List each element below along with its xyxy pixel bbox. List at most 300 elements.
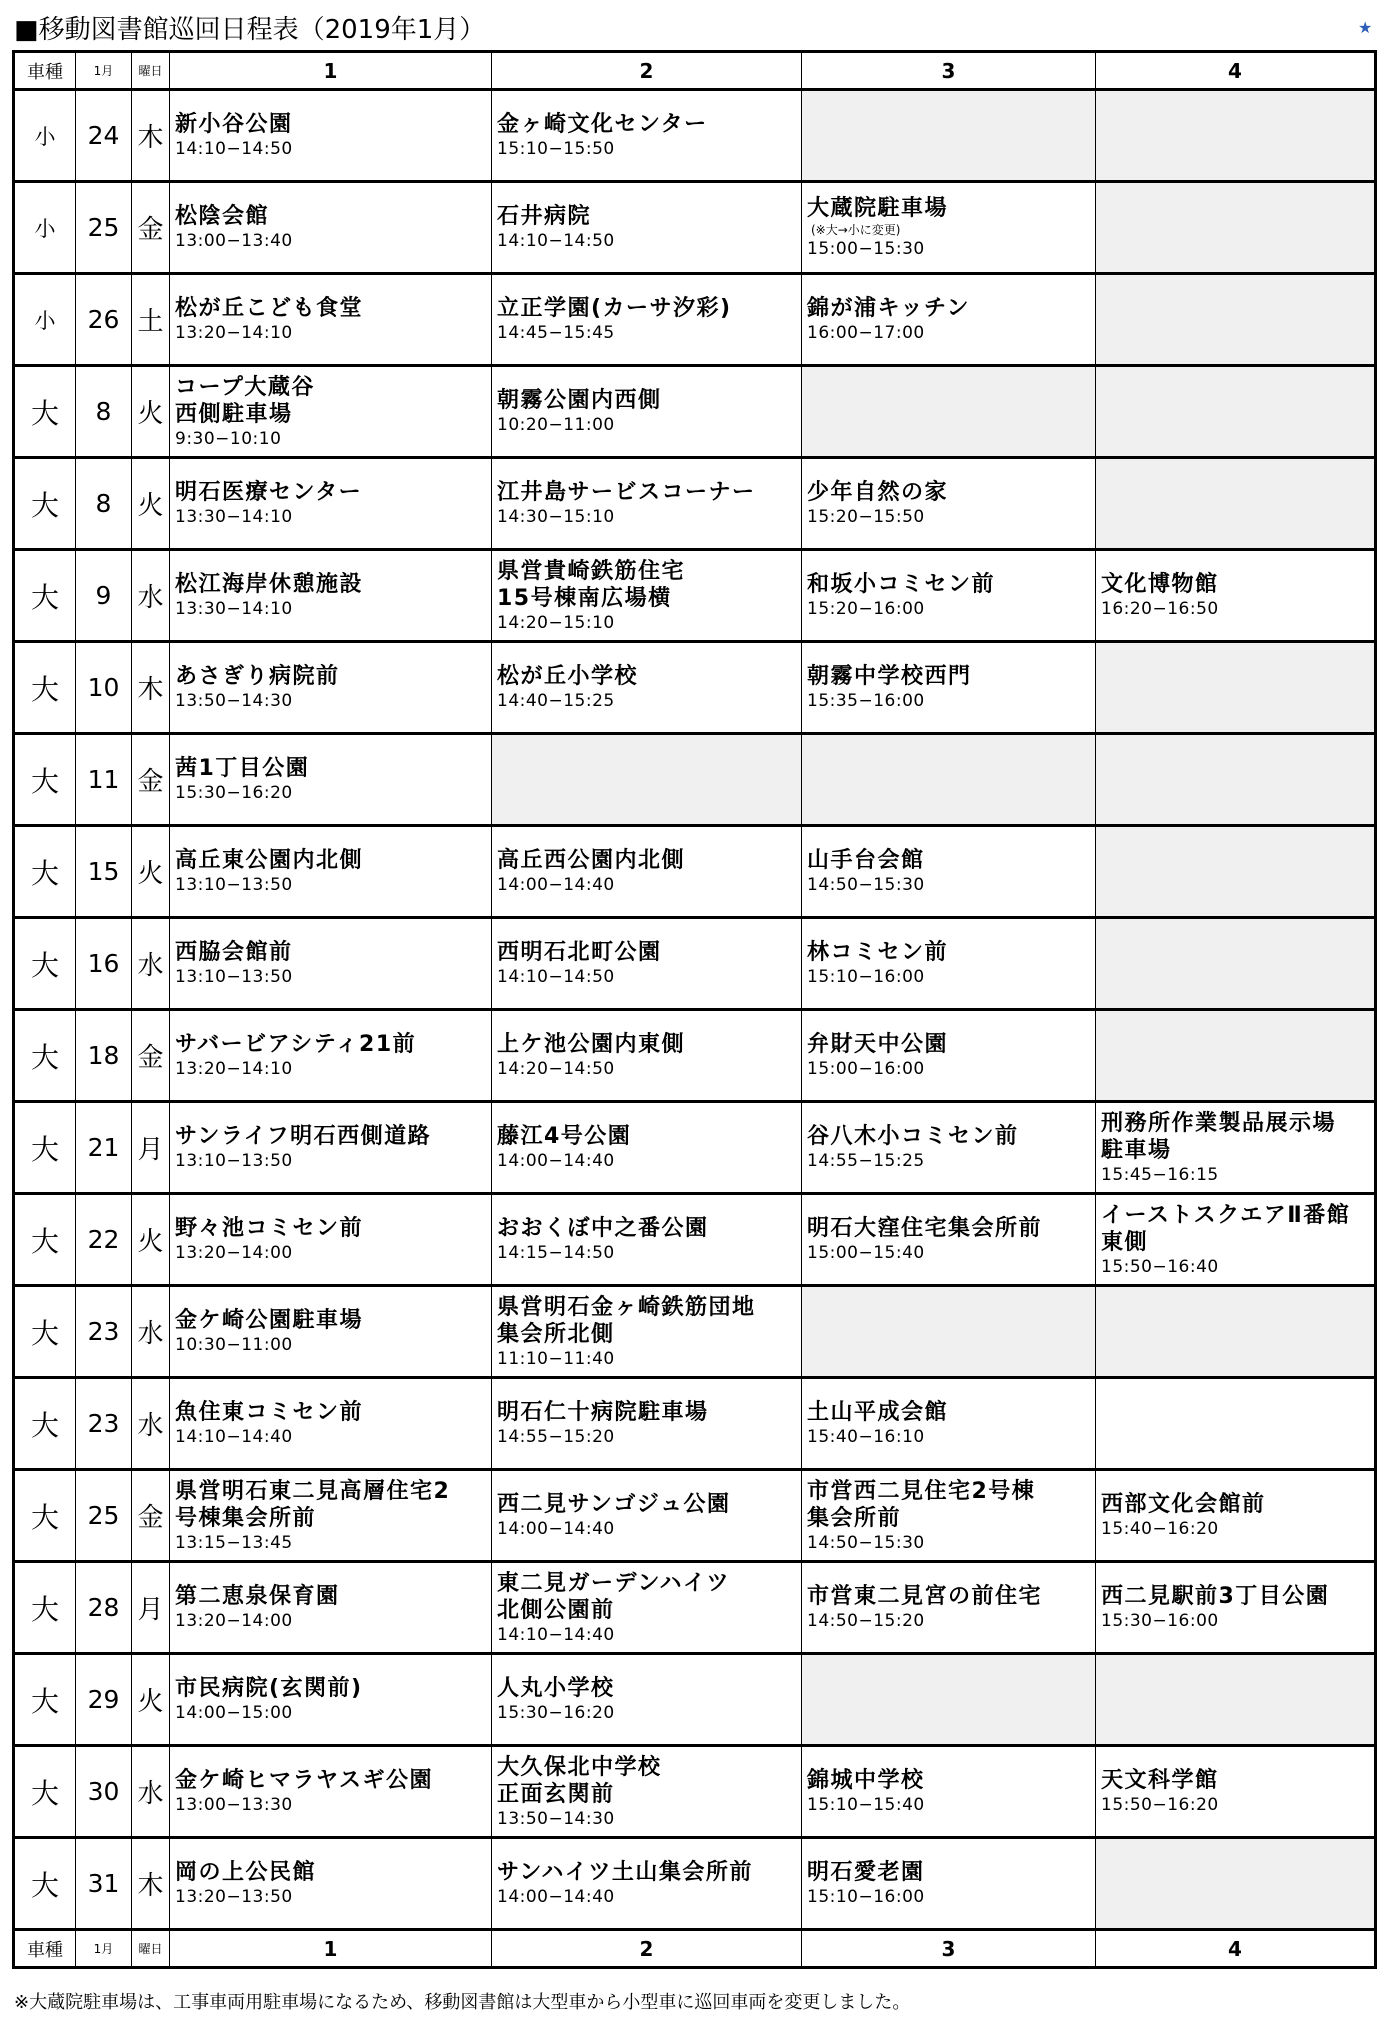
day-number: 29 (76, 1654, 132, 1746)
weekday: 水 (132, 918, 170, 1010)
vehicle-type: 大 (14, 918, 76, 1010)
stop-name: 西部文化会館前 (1101, 1492, 1266, 1517)
table-row (14, 274, 1376, 366)
vehicle-type: 大 (14, 734, 76, 826)
weekday: 月 (132, 1102, 170, 1194)
day-number: 24 (76, 90, 132, 182)
stop-cell-2 (492, 182, 802, 274)
weekday: 火 (132, 1654, 170, 1746)
day-number: 25 (76, 1470, 132, 1562)
stop-cell-2 (492, 826, 802, 918)
stop-time: 15:00−15:30 (807, 239, 925, 259)
stop-cell-1 (170, 90, 492, 182)
footer-stop-4: 4 (1096, 1930, 1376, 1968)
stop-time: 15:00−16:00 (807, 1059, 925, 1079)
stop-name: 天文科学館 (1101, 1768, 1219, 1793)
stop-time: 13:50−14:30 (497, 1808, 615, 1829)
stop-name: サバービアシティ21前 (175, 1032, 417, 1057)
table-row (14, 918, 1376, 1010)
stop-name: 明石大窪住宅集会所前 (807, 1216, 1043, 1241)
stop-cell-1 (170, 1378, 492, 1470)
empty-cell (1096, 90, 1376, 182)
stop-name: 県営明石東二見高層住宅2 号棟集会所前 (175, 1478, 451, 1531)
weekday: 火 (132, 366, 170, 458)
day-number: 25 (76, 182, 132, 274)
stop-time: 13:20−13:50 (175, 1887, 293, 1907)
stop-time: 14:10−14:50 (497, 967, 615, 987)
stop-cell-1 (170, 1194, 492, 1286)
stop-time: 15:30−16:20 (175, 783, 293, 803)
vehicle-type: 大 (14, 1286, 76, 1378)
stop-cell-3 (802, 826, 1096, 918)
stop-cell-2 (492, 550, 802, 642)
day-number: 8 (76, 366, 132, 458)
stop-time: 13:20−14:10 (175, 323, 293, 343)
stop-cell-3 (802, 1838, 1096, 1930)
stop-cell-3 (802, 274, 1096, 366)
stop-cell-2 (492, 1194, 802, 1286)
vehicle-type: 小 (14, 90, 76, 182)
day-number: 31 (76, 1838, 132, 1930)
stop-cell-1 (170, 734, 492, 826)
stop-cell-4 (1096, 1102, 1376, 1194)
stop-name: 西二見サンゴジュ公園 (497, 1492, 731, 1517)
stop-name: 東二見ガーデンハイツ 北側公園前 (497, 1570, 731, 1623)
weekday: 金 (132, 1470, 170, 1562)
empty-cell (1096, 642, 1376, 734)
stop-time: 14:10−14:40 (175, 1427, 293, 1447)
stop-time: 15:20−16:00 (807, 599, 925, 619)
stop-cell-4 (1096, 550, 1376, 642)
stop-cell-4 (1096, 1194, 1376, 1286)
stop-time: 13:50−14:30 (175, 691, 293, 711)
day-number: 9 (76, 550, 132, 642)
stop-name: 市民病院(玄関前) (175, 1676, 363, 1701)
vehicle-type: 大 (14, 1194, 76, 1286)
footer-stop-1: 1 (170, 1930, 492, 1968)
stop-time: 13:15−13:45 (175, 1532, 293, 1553)
stop-time: 16:00−17:00 (807, 323, 925, 343)
table-row (14, 642, 1376, 734)
empty-cell (802, 366, 1096, 458)
weekday: 水 (132, 550, 170, 642)
stop-time: 14:10−14:50 (175, 139, 293, 159)
empty-cell (1096, 734, 1376, 826)
stop-name: 新小谷公園 (175, 112, 293, 137)
weekday: 木 (132, 90, 170, 182)
stop-name: 松江海岸休憩施設 (175, 572, 364, 597)
weekday: 水 (132, 1286, 170, 1378)
stop-cell-2 (492, 274, 802, 366)
stop-name: 石井病院 (497, 204, 592, 229)
footer-row (14, 1930, 1376, 1968)
stop-cell-2 (492, 1010, 802, 1102)
header-kind: 車種 (14, 52, 76, 90)
stop-time: 15:50−16:20 (1101, 1795, 1219, 1815)
stop-name: 岡の上公民館 (175, 1860, 317, 1885)
stop-name: 魚住東コミセン前 (175, 1400, 364, 1425)
stop-cell-1 (170, 1562, 492, 1654)
empty-cell (1096, 1286, 1376, 1378)
stop-time: 14:30−15:10 (497, 507, 615, 527)
stop-time: 14:15−14:50 (497, 1243, 615, 1263)
weekday: 金 (132, 1010, 170, 1102)
stop-time: 15:10−16:00 (807, 1887, 925, 1907)
footer-weekday: 曜日 (132, 1930, 170, 1968)
stop-time: 9:30−10:10 (175, 428, 282, 449)
table-row (14, 826, 1376, 918)
stop-time: 14:00−14:40 (497, 1887, 615, 1907)
stop-cell-1 (170, 1654, 492, 1746)
stop-name: 野々池コミセン前 (175, 1216, 364, 1241)
table-row (14, 1194, 1376, 1286)
stop-time: 13:20−14:00 (175, 1611, 293, 1631)
day-number: 8 (76, 458, 132, 550)
stop-cell-1 (170, 550, 492, 642)
stop-time: 14:40−15:25 (497, 691, 615, 711)
stop-time: 14:10−14:50 (497, 231, 615, 251)
stop-cell-2 (492, 1562, 802, 1654)
stop-time: 15:40−16:20 (1101, 1519, 1219, 1539)
stop-time: 13:30−14:10 (175, 599, 293, 619)
stop-time: 14:00−14:40 (497, 875, 615, 895)
stop-cell-3 (802, 1194, 1096, 1286)
stop-name: 茜1丁目公園 (175, 756, 310, 781)
vehicle-type: 大 (14, 1838, 76, 1930)
stop-time: 15:30−16:00 (1101, 1611, 1219, 1631)
empty-cell (1096, 458, 1376, 550)
stop-name: 朝霧公園内西側 (497, 388, 662, 413)
stop-name: 和坂小コミセン前 (807, 572, 996, 597)
header-stop-4: 4 (1096, 52, 1376, 90)
stop-cell-2 (492, 1286, 802, 1378)
page-title: ■移動図書館巡回日程表（2019年1月） (14, 15, 486, 45)
empty-cell (1096, 1838, 1376, 1930)
stop-name: 第二恵泉保育園 (175, 1584, 340, 1609)
empty-cell (802, 734, 1096, 826)
table-row (14, 458, 1376, 550)
header-stop-1: 1 (170, 52, 492, 90)
table-row (14, 734, 1376, 826)
stop-name: 明石医療センター (175, 480, 363, 505)
stop-time: 15:20−15:50 (807, 507, 925, 527)
weekday: 金 (132, 182, 170, 274)
stop-name: 少年自然の家 (807, 480, 949, 505)
stop-name: 大久保北中学校 正面玄関前 (497, 1754, 662, 1807)
stop-cell-1 (170, 1286, 492, 1378)
empty-cell (1096, 918, 1376, 1010)
schedule-table (12, 50, 1377, 1969)
stop-name: 松が丘こども食堂 (175, 296, 364, 321)
stop-name: 高丘東公園内北側 (175, 848, 364, 873)
stop-cell-1 (170, 1746, 492, 1838)
vehicle-type: 大 (14, 1102, 76, 1194)
table-row (14, 1378, 1376, 1470)
stop-name: 人丸小学校 (497, 1676, 615, 1701)
stop-cell-2 (492, 458, 802, 550)
stop-cell-2 (492, 642, 802, 734)
stop-name: 市営東二見宮の前住宅 (807, 1584, 1043, 1609)
stop-name: 弁財天中公園 (807, 1032, 949, 1057)
stop-cell-4 (1096, 1746, 1376, 1838)
stop-cell-3 (802, 550, 1096, 642)
stop-cell-3 (802, 1470, 1096, 1562)
stop-time: 10:30−11:00 (175, 1335, 293, 1355)
stop-name: 林コミセン前 (807, 940, 949, 965)
day-number: 22 (76, 1194, 132, 1286)
stop-name: 明石仁十病院駐車場 (497, 1400, 709, 1425)
stop-name: 谷八木小コミセン前 (807, 1124, 1019, 1149)
stop-cell-1 (170, 274, 492, 366)
day-number: 26 (76, 274, 132, 366)
stop-time: 15:50−16:40 (1101, 1256, 1219, 1277)
stop-name: 西脇会館前 (175, 940, 293, 965)
vehicle-type: 大 (14, 1010, 76, 1102)
empty-cell (1096, 274, 1376, 366)
stop-cell-2 (492, 1102, 802, 1194)
day-number: 23 (76, 1286, 132, 1378)
stop-name: 朝霧中学校西門 (807, 664, 972, 689)
table-row (14, 1654, 1376, 1746)
day-number: 28 (76, 1562, 132, 1654)
stop-time: 13:10−13:50 (175, 1151, 293, 1171)
empty-cell (492, 734, 802, 826)
stop-cell-1 (170, 826, 492, 918)
footer-month: 1月 (76, 1930, 132, 1968)
weekday: 水 (132, 1378, 170, 1470)
stop-name: 錦が浦キッチン (807, 296, 970, 321)
day-number: 10 (76, 642, 132, 734)
stop-time: 14:00−15:00 (175, 1703, 293, 1723)
day-number: 16 (76, 918, 132, 1010)
stop-name: 金ケ崎ヒマラヤスギ公園 (175, 1768, 434, 1793)
stop-cell-3 (802, 1102, 1096, 1194)
stop-time: 13:30−14:10 (175, 507, 293, 527)
vehicle-type: 大 (14, 642, 76, 734)
stop-cell-1 (170, 1102, 492, 1194)
stop-time: 11:10−11:40 (497, 1348, 615, 1369)
weekday: 木 (132, 642, 170, 734)
table-row (14, 1286, 1376, 1378)
vehicle-type: 大 (14, 366, 76, 458)
stop-cell-1 (170, 642, 492, 734)
stop-name: あさぎり病院前 (175, 664, 340, 689)
stop-name: 上ケ池公園内東側 (497, 1032, 686, 1057)
weekday: 火 (132, 826, 170, 918)
stop-time: 14:20−14:50 (497, 1059, 615, 1079)
stop-name: 西明石北町公園 (497, 940, 662, 965)
stop-cell-1 (170, 1838, 492, 1930)
stop-cell-3 (802, 182, 1096, 274)
weekday: 火 (132, 458, 170, 550)
table-row (14, 1470, 1376, 1562)
empty-cell (1096, 366, 1376, 458)
stop-cell-2 (492, 1470, 802, 1562)
stop-time: 14:55−15:25 (807, 1151, 925, 1171)
day-number: 18 (76, 1010, 132, 1102)
stop-time: 15:10−16:00 (807, 967, 925, 987)
stop-name: 県営明石金ヶ崎鉄筋団地 集会所北側 (497, 1294, 756, 1347)
stop-time: 15:45−16:15 (1101, 1164, 1219, 1185)
blank-cell (1096, 1378, 1376, 1470)
stop-name: 金ヶ崎文化センター (497, 112, 708, 137)
stop-cell-2 (492, 1378, 802, 1470)
stop-name: サンライフ明石西側道路 (175, 1124, 432, 1149)
stop-cell-2 (492, 90, 802, 182)
vehicle-type: 大 (14, 1378, 76, 1470)
empty-cell (1096, 1010, 1376, 1102)
stop-cell-3 (802, 1378, 1096, 1470)
vehicle-type: 大 (14, 1654, 76, 1746)
weekday: 水 (132, 1746, 170, 1838)
weekday: 土 (132, 274, 170, 366)
stop-time: 14:45−15:45 (497, 323, 615, 343)
stop-name: 土山平成会館 (807, 1400, 949, 1425)
stop-time: 14:50−15:20 (807, 1611, 925, 1631)
stop-time: 14:50−15:30 (807, 875, 925, 895)
stop-cell-1 (170, 1470, 492, 1562)
stop-cell-3 (802, 918, 1096, 1010)
stop-time: 13:00−13:30 (175, 1795, 293, 1815)
stop-cell-2 (492, 366, 802, 458)
stop-name: 大蔵院駐車場 (807, 196, 949, 221)
vehicle-type: 大 (14, 550, 76, 642)
stop-time: 15:00−15:40 (807, 1243, 925, 1263)
weekday: 金 (132, 734, 170, 826)
weekday: 月 (132, 1562, 170, 1654)
stop-cell-3 (802, 1010, 1096, 1102)
stop-name: 刑務所作業製品展示場 駐車場 (1101, 1110, 1337, 1163)
stop-cell-4 (1096, 1562, 1376, 1654)
stop-name: イーストスクエアⅡ番館 東側 (1101, 1202, 1351, 1255)
stop-cell-1 (170, 1010, 492, 1102)
stop-cell-1 (170, 918, 492, 1010)
stop-cell-3 (802, 1562, 1096, 1654)
table-row (14, 1746, 1376, 1838)
star-icon: ★ (1358, 18, 1373, 37)
weekday: 木 (132, 1838, 170, 1930)
stop-cell-4 (1096, 1470, 1376, 1562)
weekday: 火 (132, 1194, 170, 1286)
stop-time: 15:30−16:20 (497, 1703, 615, 1723)
day-number: 15 (76, 826, 132, 918)
stop-time: 15:40−16:10 (807, 1427, 925, 1447)
stop-time: 15:35−16:00 (807, 691, 925, 711)
empty-cell (802, 1654, 1096, 1746)
stop-name: 藤江4号公園 (497, 1124, 632, 1149)
stop-name: 松陰会館 (175, 204, 270, 229)
stop-cell-2 (492, 1838, 802, 1930)
stop-time: 13:20−14:00 (175, 1243, 293, 1263)
stop-time: 14:50−15:30 (807, 1532, 925, 1553)
stop-name: 文化博物館 (1101, 572, 1219, 597)
table-row (14, 550, 1376, 642)
stop-time: 15:10−15:50 (497, 139, 615, 159)
stop-time: 10:20−11:00 (497, 415, 615, 435)
header-weekday: 曜日 (132, 52, 170, 90)
empty-cell (802, 1286, 1096, 1378)
stop-cell-1 (170, 182, 492, 274)
stop-note: (※大→小に変更) (811, 223, 901, 237)
table-row (14, 366, 1376, 458)
stop-time: 16:20−16:50 (1101, 599, 1219, 619)
table-row (14, 1562, 1376, 1654)
table-row (14, 1010, 1376, 1102)
stop-time: 14:00−14:40 (497, 1151, 615, 1171)
schedule-body (14, 90, 1376, 1930)
day-number: 11 (76, 734, 132, 826)
empty-cell (1096, 826, 1376, 918)
stop-name: 県営貴崎鉄筋住宅 15号棟南広場横 (497, 558, 686, 611)
empty-cell (1096, 182, 1376, 274)
stop-time: 14:55−15:20 (497, 1427, 615, 1447)
vehicle-type: 小 (14, 274, 76, 366)
vehicle-type: 大 (14, 1562, 76, 1654)
stop-name: 山手台会館 (807, 848, 925, 873)
empty-cell (1096, 1654, 1376, 1746)
stop-cell-1 (170, 366, 492, 458)
stop-cell-3 (802, 642, 1096, 734)
header-row (14, 52, 1376, 90)
stop-name: 松が丘小学校 (497, 664, 639, 689)
footer-stop-2: 2 (492, 1930, 802, 1968)
empty-cell (802, 90, 1096, 182)
stop-time: 14:00−14:40 (497, 1519, 615, 1539)
stop-cell-1 (170, 458, 492, 550)
stop-cell-3 (802, 1746, 1096, 1838)
table-row (14, 90, 1376, 182)
day-number: 23 (76, 1378, 132, 1470)
stop-time: 13:10−13:50 (175, 967, 293, 987)
stop-name: 市営西二見住宅2号棟 集会所前 (807, 1478, 1036, 1531)
stop-name: 西二見駅前3丁目公園 (1101, 1584, 1330, 1609)
stop-name: 明石愛老園 (807, 1860, 925, 1885)
stop-name: コープ大蔵谷 西側駐車場 (175, 374, 315, 427)
stop-name: おおくぼ中之番公園 (497, 1216, 709, 1241)
stop-cell-2 (492, 918, 802, 1010)
stop-time: 13:10−13:50 (175, 875, 293, 895)
table-row (14, 182, 1376, 274)
day-number: 30 (76, 1746, 132, 1838)
stop-cell-3 (802, 458, 1096, 550)
stop-name: 高丘西公園内北側 (497, 848, 686, 873)
footnote: ※大蔵院駐車場は、工事車両用駐車場になるため、移動図書館は大型車から小型車に巡回車両を変更しました。 (14, 1992, 911, 2013)
stop-name: 錦城中学校 (807, 1768, 925, 1793)
vehicle-type: 小 (14, 182, 76, 274)
vehicle-type: 大 (14, 458, 76, 550)
stop-time: 13:00−13:40 (175, 231, 293, 251)
header-stop-2: 2 (492, 52, 802, 90)
table-row (14, 1102, 1376, 1194)
stop-time: 14:10−14:40 (497, 1624, 615, 1645)
day-number: 21 (76, 1102, 132, 1194)
stop-name: 金ケ崎公園駐車場 (175, 1308, 364, 1333)
vehicle-type: 大 (14, 826, 76, 918)
vehicle-type: 大 (14, 1746, 76, 1838)
stop-name: 立正学園(カーサ汐彩) (497, 296, 732, 321)
stop-name: 江井島サービスコーナー (497, 480, 756, 505)
stop-time: 15:10−15:40 (807, 1795, 925, 1815)
stop-time: 14:20−15:10 (497, 612, 615, 633)
stop-name: サンハイツ土山集会所前 (497, 1860, 753, 1885)
header-month: 1月 (76, 52, 132, 90)
vehicle-type: 大 (14, 1470, 76, 1562)
header-stop-3: 3 (802, 52, 1096, 90)
table-row (14, 1838, 1376, 1930)
footer-stop-3: 3 (802, 1930, 1096, 1968)
stop-cell-2 (492, 1746, 802, 1838)
stop-cell-2 (492, 1654, 802, 1746)
